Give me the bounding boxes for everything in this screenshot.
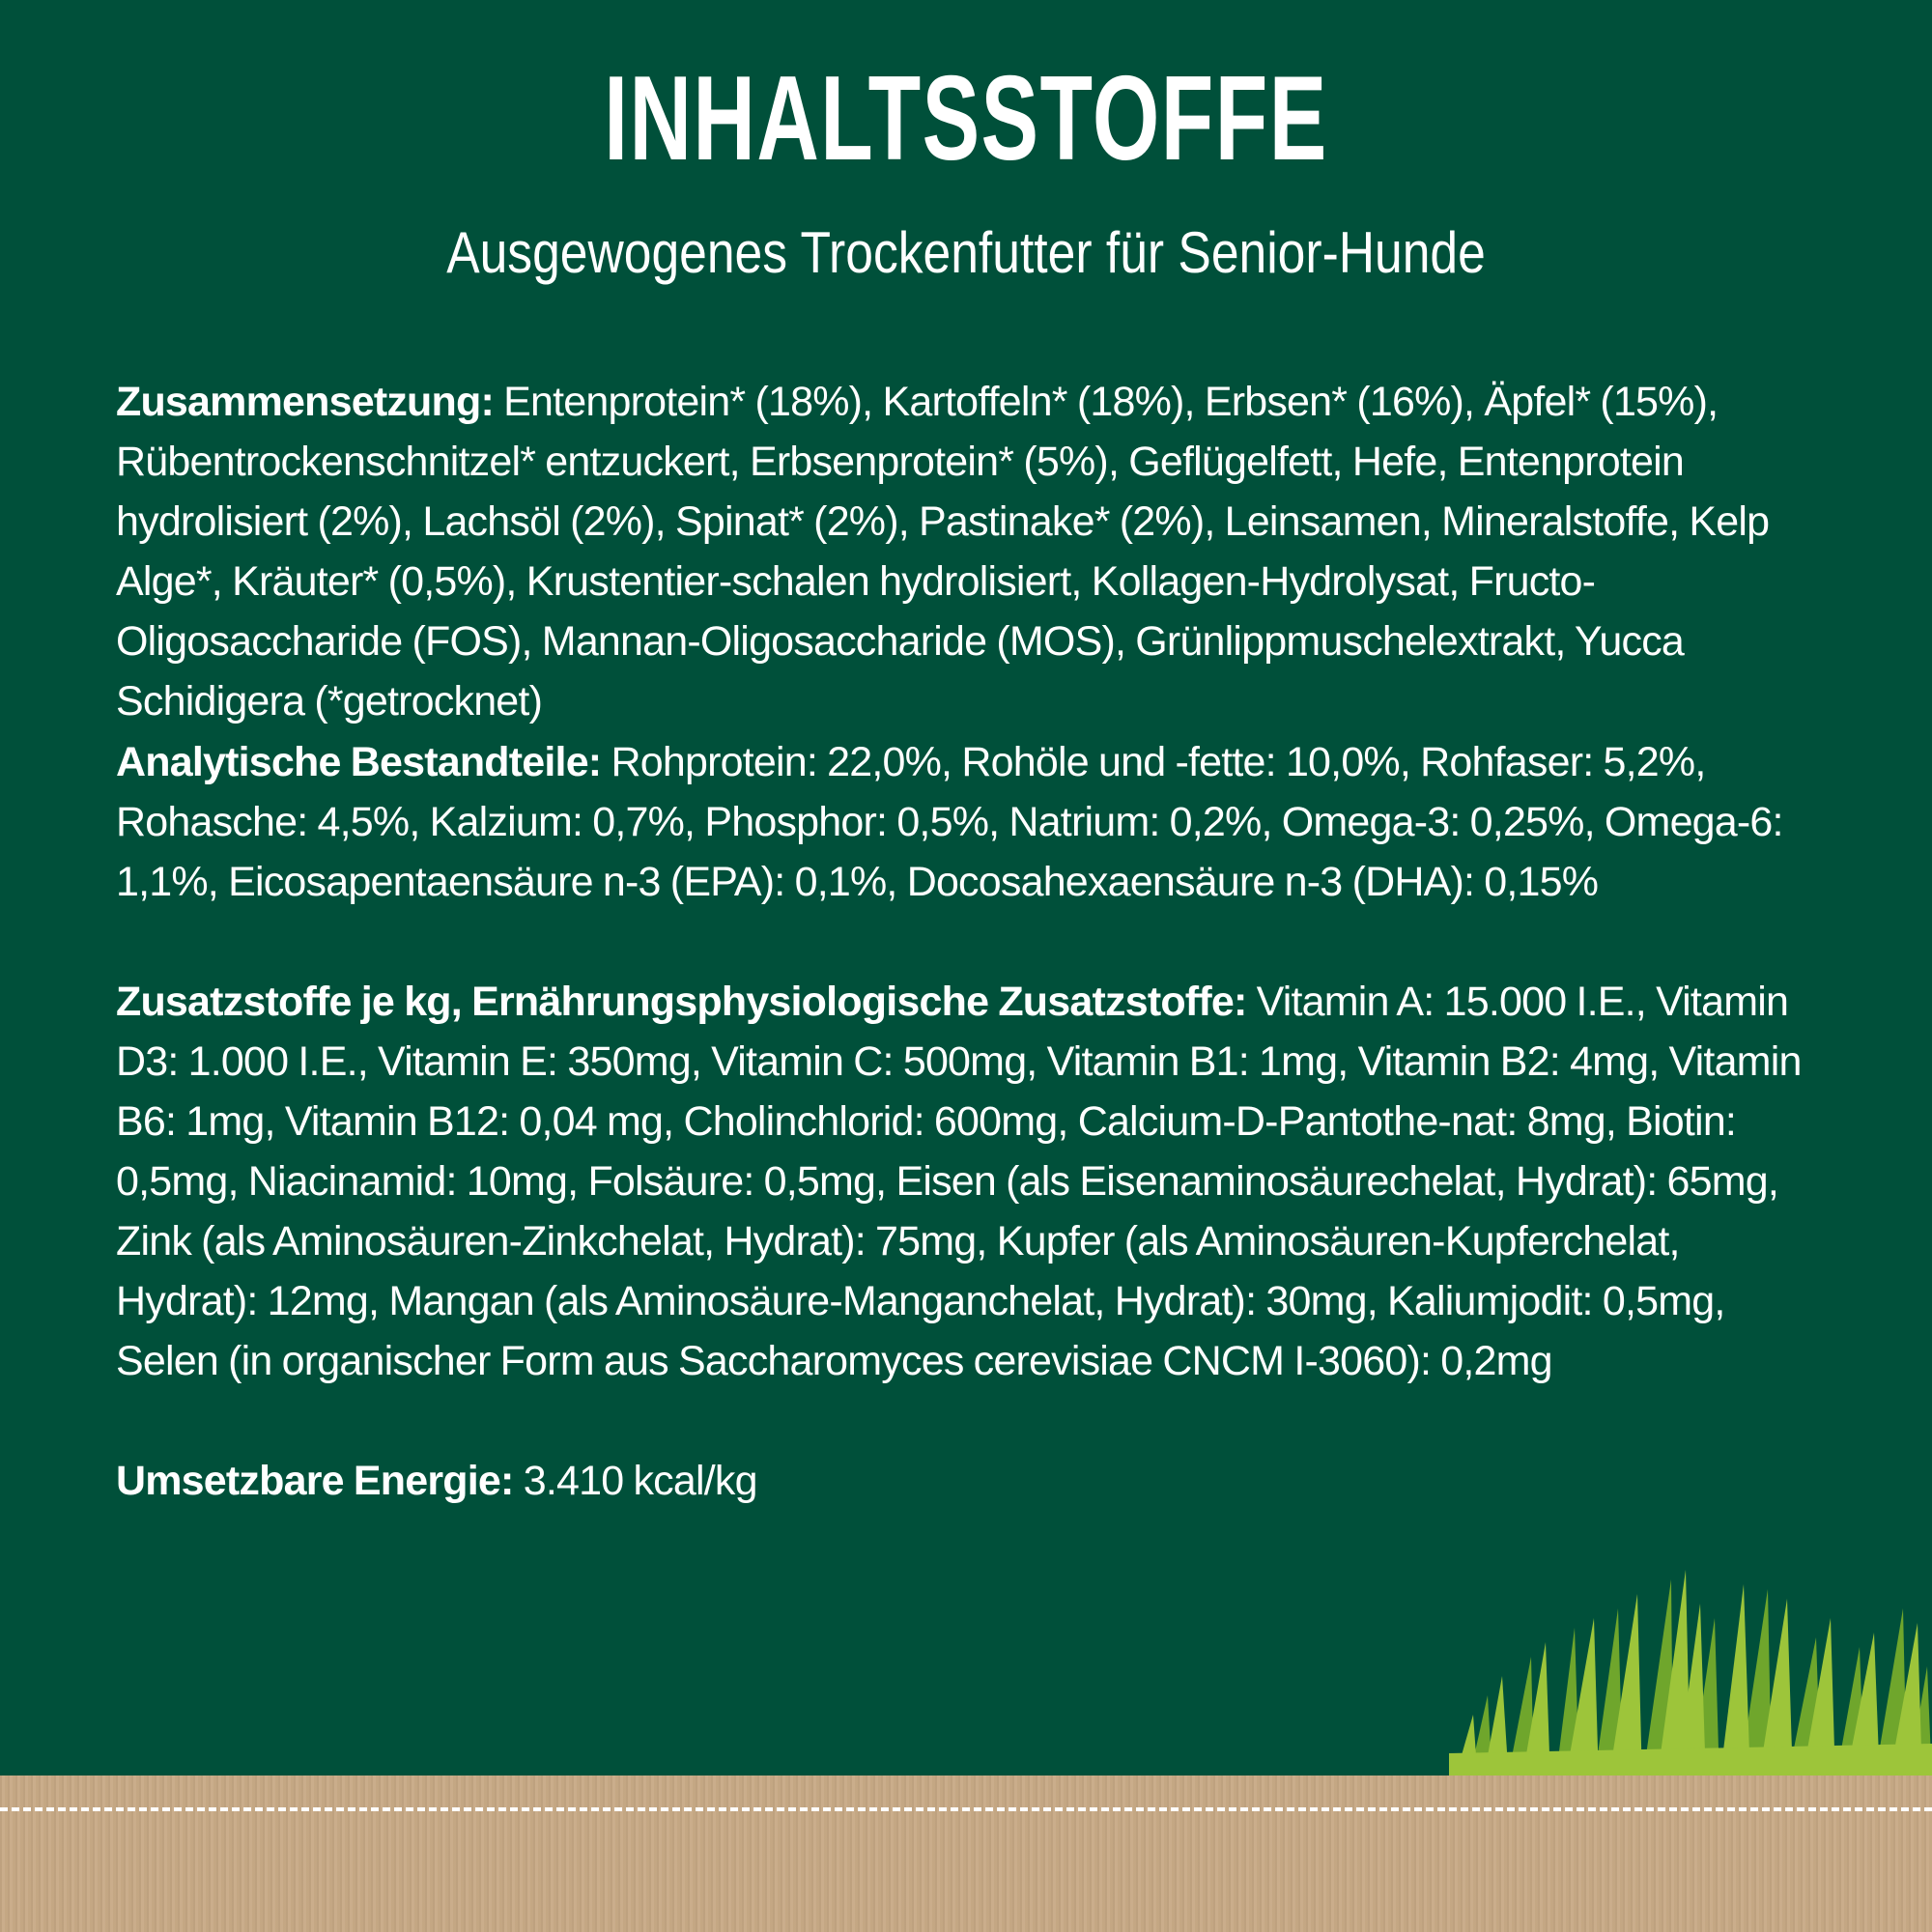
energy-label: Umsetzbare Energie: bbox=[116, 1458, 514, 1504]
additives-text: Vitamin A: 15.000 I.E., Vitamin D3: 1.000 I.E., Vitamin E: 350mg, Vitamin C: 500mg, Vitamin B1: 1mg, Vitamin B2: 4mg, Vitamin B6: 1mg, Vitamin B12: 0,04 mg, Cholinchlorid: 600mg, Calcium-D-Pantothe-nat: 8mg, Biotin: 0,5mg, Niacinamid: 10mg, Folsäure: 0,5mg, Eisen (als Eisenaminosäurechelat, Hydrat): 65mg, Zink (als Aminosäuren-Zinkchelat, Hydrat): 75mg, Kupfer (als Aminosäuren-Kupferchelat, Hydrat): 12mg, Mangan (als Aminosäure-Manganchelat, Hydrat): 30mg, Kaliumjodit: 0,5mg, Selen (in organischer Form aus Saccharomyces cerevisiae CNCM I-3060): 0,2mg bbox=[116, 979, 1802, 1384]
analytical-label: Analytische Bestandteile: bbox=[116, 739, 602, 785]
composition-text: Entenprotein* (18%), Kartoffeln* (18%), Erbsen* (16%), Äpfel* (15%), Rübentrockenschnitzel* entzuckert, Erbsenprotein* (5%), Geflügelfett, Hefe, Entenprotein hydrolisiert (2%), Lachsöl (2%), Spinat* (2%), Pastinake* (2%), Leinsamen, Mineralstoffe, Kelp Alge*, Kräuter* (0,5%), Krustentier-schalen hydrolisiert, Kollagen-Hydrolysat, Fructo-Oligosaccharide (FOS), Mannan-Oligosaccharide (MOS), Grünlippmuschelextrakt, Yucca Schidigera (*getrocknet) bbox=[116, 379, 1770, 724]
additives-label: Zusatzstoffe je kg, Ernährungsphysiologische Zusatzstoffe: bbox=[116, 979, 1247, 1025]
additives-section bbox=[116, 972, 1826, 1391]
page-title: INHALTSSTOFFE bbox=[604, 52, 1328, 185]
energy-section bbox=[116, 1451, 1826, 1511]
page-subtitle: Ausgewogenes Trockenfutter für Senior-Hunde bbox=[446, 220, 1486, 285]
cardboard-ground-strip bbox=[0, 1776, 1932, 1932]
energy-text: 3.410 kcal/kg bbox=[523, 1458, 757, 1504]
dashed-divider bbox=[0, 1807, 1932, 1811]
composition-section bbox=[116, 372, 1826, 731]
grass-illustration bbox=[1449, 1550, 1932, 1782]
composition-label: Zusammensetzung: bbox=[116, 379, 494, 425]
analytical-text: Rohprotein: 22,0%, Rohöle und -fette: 10,0%, Rohfaser: 5,2%, Rohasche: 4,5%, Kalzium: 0,7%, Phosphor: 0,5%, Natrium: 0,2%, Omega-3: 0,25%, Omega-6: 1,1%, Eicosapentaensäure n-3 (EPA): 0,1%, Docosahexaensäure n-3 (DHA): 0,15% bbox=[116, 739, 1783, 905]
analytical-section bbox=[116, 732, 1826, 912]
